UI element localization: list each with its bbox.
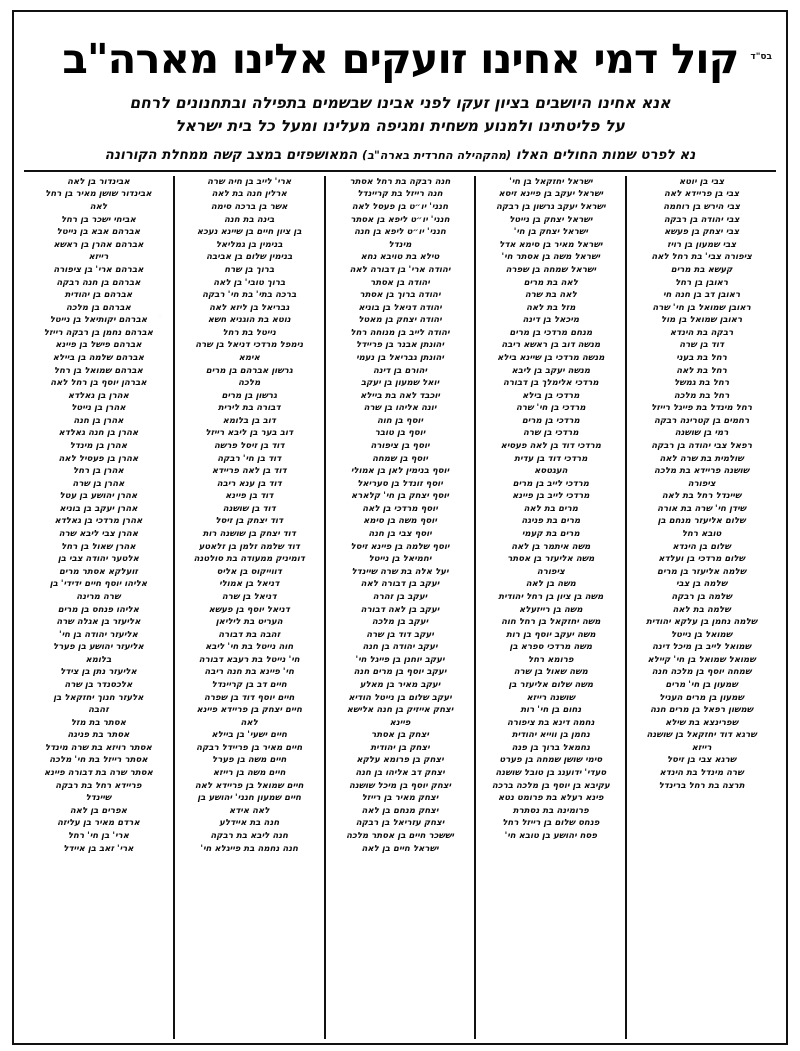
name-entry: בינה בת חנה bbox=[224, 214, 275, 225]
name-entry: ישראל יחזקאל בן חי' bbox=[509, 176, 593, 187]
poster-frame bbox=[12, 10, 788, 1045]
name-entry: העריט בת ליליאן bbox=[215, 617, 283, 628]
instruction-line bbox=[24, 147, 776, 163]
name-entry: אהרן שאול בן רחל bbox=[61, 541, 136, 552]
name-entry: ראובן בן רחל bbox=[675, 277, 729, 288]
name-entry: יוסף בן ציפורה bbox=[370, 441, 430, 452]
name-entry: יונה אליהו בן שרה bbox=[363, 403, 437, 414]
name-entry: יוסף זונדל בן סעריאל bbox=[357, 478, 443, 489]
subtitle-line-1: אנא אחינו היושבים בציון זעקו לפני אבינו שבשמים בתפילה ובתחנונים לרחם bbox=[129, 94, 671, 112]
name-entry: פינא רעלא בת פרומט נטא bbox=[498, 793, 604, 804]
name-entry: אימא bbox=[238, 352, 260, 363]
name-entry: רייזא bbox=[88, 252, 109, 263]
name-entry: אסתר שרה בת דבורה פיינא bbox=[43, 768, 153, 779]
name-entry: ישראל מאיר בן סימא אדל bbox=[499, 239, 603, 250]
name-entry: נחמה דינא בת ציפורה bbox=[507, 717, 595, 728]
name-entry: דוד בן זיסל פרשה bbox=[214, 441, 285, 452]
name-entry: אהרן בן גאלדא bbox=[67, 390, 129, 401]
name-entry: לאה אידא bbox=[228, 805, 270, 816]
name-entry: רבקה בת הינדא bbox=[669, 327, 734, 338]
name-entry: זהבה bbox=[88, 705, 109, 716]
names-column bbox=[175, 176, 326, 1039]
name-entry: אסתר בת מזל bbox=[70, 717, 126, 728]
name-entry: משה בן רייזעלא bbox=[519, 604, 583, 615]
name-entry: מלכה bbox=[238, 378, 261, 389]
name-entry: שפרינצא בת שילא bbox=[665, 717, 739, 728]
name-entry: ארדם מאיר בן עליזה bbox=[57, 818, 140, 829]
name-entry: יחמיאל בן נייטל bbox=[368, 554, 432, 565]
name-entry: דומיניק ממעודה בת סולטנה bbox=[193, 554, 305, 565]
name-entry: חנה רייזל בת קריינדל bbox=[357, 189, 443, 200]
name-entry: ישראל יעקב בן פיינא זיסא bbox=[498, 189, 604, 200]
name-entry: שידן חי' שרה בת אורה bbox=[657, 503, 747, 514]
name-entry: אהרן בן מינדל bbox=[69, 441, 128, 452]
name-entry: אביחי ישכר בן רחל bbox=[60, 214, 136, 225]
name-entry: יששכר חיים בן אסתר מלכה bbox=[346, 830, 454, 841]
name-entry: יוסף בן טובר bbox=[374, 428, 426, 439]
name-entry: חנה בת איידלע bbox=[219, 818, 280, 829]
name-entry: אסתר בת פניגה bbox=[67, 730, 130, 741]
name-entry: מרדכי דוד בן לאה פעסיא bbox=[500, 441, 602, 452]
name-entry: אליעזר יהושע בן פערל bbox=[53, 642, 144, 653]
name-entry: יוסף בנימין לאן בן אמולי bbox=[350, 466, 450, 477]
name-entry: אברהם נחמן בן רבקה רייזל bbox=[43, 327, 154, 338]
name-entry: בנימין בן גמליאל bbox=[215, 239, 283, 250]
name-entry: אהרן יהושע בן עטל bbox=[59, 491, 138, 502]
name-entry: משה אליעזר בן אסתר bbox=[507, 554, 595, 565]
name-entry: אברהן יוסף בן רחל לאה bbox=[50, 378, 147, 389]
name-entry: עקיבא בן יוסף בן מלכה ברכה bbox=[491, 780, 610, 791]
name-entry: יהודה לייב בן מנוחה רחל bbox=[350, 327, 450, 338]
name-entry: אברהם בן מלכה bbox=[65, 302, 131, 313]
name-entry: חיים דב בן קריינדל bbox=[211, 680, 287, 690]
name-entry: רחל בת לאה bbox=[676, 365, 727, 376]
name-entry: ארי' בן חי' רחל bbox=[67, 830, 129, 841]
name-entry: אליהו יוסף חיים ידידי' בן bbox=[49, 579, 148, 590]
name-entry: אהרן צבי ליבא שרה bbox=[58, 529, 139, 540]
name-entry: יוסף משה בן סימא bbox=[363, 516, 437, 527]
name-entry: יוסף יצחק בן חי' קלארא bbox=[351, 491, 449, 502]
name-entry: יעל אלה בת שרה שיינדל bbox=[351, 566, 449, 577]
name-entry: אשר בן ברכה סימה bbox=[210, 202, 288, 213]
name-entry: אסתר רייזל בת חי' מלכה bbox=[49, 755, 148, 766]
name-entry: יעקב בן לאה דבורה bbox=[360, 604, 440, 615]
name-entry: יוסף מרדכי בן לאה bbox=[362, 503, 438, 514]
name-entry: שושנה רייזא bbox=[526, 692, 576, 703]
name-entry: אהרן בן שרה bbox=[72, 478, 125, 489]
name-entry: שרה מרינה bbox=[76, 591, 121, 602]
name-entry: צבי שמעון בן רויז bbox=[667, 239, 737, 250]
name-entry: ישראל יעקב גרשון בן רבקה bbox=[496, 202, 606, 213]
name-entry: פרומא רחל bbox=[528, 654, 574, 665]
name-entry: רייזא bbox=[691, 742, 712, 753]
name-entry: יעקב שלום בן נייטל הודיא bbox=[348, 692, 452, 703]
name-entry: פסח יהושע בן טובא חי' bbox=[504, 830, 598, 841]
name-entry: דניאל בן אמולי bbox=[219, 579, 280, 590]
name-entry: יעקב יוסף בן מרים חנה bbox=[353, 667, 447, 678]
name-entry: ברוך טובי' בן לאה bbox=[213, 277, 286, 288]
name-entry: לאה בת שרה bbox=[524, 290, 577, 301]
name-entry: גבריאל בן ליזא לאה bbox=[209, 302, 290, 313]
name-entry: דוד בן שושנה bbox=[222, 503, 276, 514]
name-entry: קעשא בת מרים bbox=[670, 264, 733, 275]
name-entry: אהרן בן פעסיל לאה bbox=[58, 453, 139, 464]
name-entry: אברהם ארי' בן ציפורה bbox=[53, 264, 144, 275]
name-entry: מרדכי בן חי' שרה bbox=[516, 403, 586, 414]
name-entry: ציפורה bbox=[687, 478, 716, 489]
name-entry: מיכאל בן דינה bbox=[522, 315, 580, 326]
name-entry: נחמן בן ווייא יהודית bbox=[511, 730, 590, 741]
name-entry: יעקב יהודה בן חנה bbox=[362, 642, 438, 653]
name-entry: חיים מאיר בן פריידל רבקה bbox=[196, 742, 303, 753]
name-entry: מרדכי בן בילא bbox=[522, 390, 580, 401]
name-entry: אליעזר בן אגלה שרה bbox=[56, 617, 141, 628]
name-entry: אברהם שמואל בן רחל bbox=[53, 365, 143, 376]
name-entry: פיינא bbox=[389, 717, 411, 728]
names-columns bbox=[24, 176, 776, 1039]
name-entry: משה בן לאה bbox=[525, 579, 576, 590]
name-entry: מנשה מרדכי בן שיינא בילא bbox=[497, 352, 605, 363]
name-entry: שלום אליעזר מנחם בן bbox=[657, 516, 746, 527]
name-entry: דניאל יוסף בן פעשא bbox=[208, 604, 290, 615]
name-entry: דוד בן ענא ריבה bbox=[216, 478, 282, 489]
name-entry: בלומא bbox=[85, 654, 112, 665]
page-title: קול דמי אחינו זועקים אלינו מארה"ב bbox=[61, 35, 739, 83]
name-entry: שלמה נחמן בן עלקא יהודית bbox=[645, 617, 758, 628]
name-entry: חנה רבקה בת רחל אסתר bbox=[349, 176, 451, 187]
name-entry: ארי' זאב בן איידל bbox=[63, 843, 134, 854]
name-entry: מינדל bbox=[388, 239, 412, 250]
name-entry: משה שלום אליעזר בן bbox=[508, 680, 594, 690]
name-entry: שלום בן הינדא bbox=[672, 541, 731, 552]
name-entry: פנחס שלום בן רייזל רחל bbox=[502, 818, 600, 829]
name-entry: יהורם בן דינה bbox=[372, 365, 428, 376]
name-entry: שולמית בת שרה לאה bbox=[659, 453, 744, 464]
name-entry: דוד שלמה זלמן בן זלאטע bbox=[198, 541, 300, 552]
name-entry: משה בן ציון בן רחל יהודית bbox=[498, 591, 604, 602]
name-entry: בן ציון חיים בן שיינא נעכא bbox=[196, 227, 302, 238]
name-entry: בנימין שלום בן אביבה bbox=[206, 252, 293, 263]
name-entry: שמחה יוסף בן מלכה חנה bbox=[651, 667, 752, 678]
subtitle-line-2: על פליטתינו ולמנוע משחית ומגיפה מעלינו ומעל כל בית ישראל bbox=[175, 116, 625, 135]
name-entry: שרגא צבי בן זיסל bbox=[666, 755, 737, 766]
name-entry: יצחק עזריאל בן רבקה bbox=[355, 818, 445, 829]
header-row bbox=[24, 22, 776, 83]
name-entry: לאה בת מרים bbox=[523, 277, 578, 288]
name-entry: שמשון רפאל בן מרים חנה bbox=[650, 705, 754, 716]
name-entry: גרשון אברהם בן מרים bbox=[205, 365, 293, 376]
name-entry: חנה ליבא בת רבקה bbox=[210, 830, 289, 841]
name-entry: חנני' יו״ט בן פעסל לאה bbox=[351, 202, 449, 213]
name-entry: חנני' יו״ט ליפא בן חנה bbox=[354, 227, 446, 238]
name-entry: חיים יצחק בן פריידא פיינא bbox=[196, 705, 302, 716]
name-entry: ציפורה bbox=[536, 566, 565, 577]
name-entry: רפאל צבי יהודה בן רבקה bbox=[651, 441, 752, 452]
name-entry: רחמים בן קטרינה רבקה bbox=[653, 415, 750, 426]
name-entry: יצחק בן יהודית bbox=[370, 742, 430, 753]
name-entry: יהונתן גבריאל בן נעמי bbox=[356, 352, 444, 363]
name-entry: פרומינה בת נסתרת bbox=[512, 805, 589, 816]
name-entry: שלמה בן רבקה bbox=[671, 591, 732, 602]
name-entry: יהודה ברוך בן אסתר bbox=[359, 290, 441, 301]
name-entry: אלטער יהודה צבי בן bbox=[57, 554, 139, 565]
name-entry: צבי יצחק בן פעשא bbox=[664, 227, 740, 238]
name-entry: ראובן שמואל בן חי' שרה bbox=[652, 302, 751, 313]
name-entry: יוכבד לאה בת ביילא bbox=[360, 390, 440, 401]
name-entry: ישראל יצחק בן חי' bbox=[513, 227, 588, 238]
name-entry: אהרן בן חנה גאלדא bbox=[58, 428, 139, 439]
name-entry: אברהם יקותיאל בן נייטל bbox=[49, 315, 148, 326]
name-entry: שמעון בן מרים העניל bbox=[659, 692, 744, 703]
name-entry: אלכסנדר בן שרה bbox=[64, 680, 133, 690]
name-entry: חי' פיינא בת חנה ריבה bbox=[204, 667, 294, 678]
name-entry: אליעזר יהודה בן חי' bbox=[58, 629, 138, 640]
name-entry: חיים ישעי' בן ביילא bbox=[211, 730, 288, 741]
name-entry: שמעון בן חי' מרים bbox=[665, 680, 738, 690]
name-entry: משה איתמר בן לאה bbox=[511, 541, 591, 552]
name-entry: נוטא בת הוגניא חשא bbox=[207, 315, 291, 326]
name-entry: מרדכי אלימלך בן דבורה bbox=[502, 378, 599, 389]
name-entry: שלמה אליעזר בן מרים bbox=[657, 566, 747, 577]
name-entry: מזל בת לאה bbox=[526, 302, 576, 313]
name-entry: אברהם בן יהודית bbox=[64, 290, 133, 301]
name-entry: דוד בן חי' רבקה bbox=[217, 453, 282, 464]
name-entry: יוסף בן חוה bbox=[376, 415, 424, 426]
name-entry: מרים בת קעמי bbox=[521, 529, 580, 540]
name-entry: אפרים בן לאה bbox=[69, 805, 127, 816]
subtitle-block bbox=[24, 92, 776, 138]
name-entry: ארלין חנה בת לאה bbox=[211, 189, 287, 200]
name-entry: משה מרדכי ספרא בן bbox=[509, 642, 593, 653]
name-entry: יעקב בן מלכה bbox=[371, 617, 429, 628]
name-entry: נחמאל ברוך בן פנה bbox=[511, 742, 591, 753]
name-entry: יצחק אייזיק בן חנה אלישא bbox=[346, 705, 454, 716]
name-entry: אברהם פישל בן פיינא bbox=[55, 340, 142, 351]
names-column bbox=[24, 176, 175, 1039]
instruction-text-before: נא לפרט שמות החולים האלו bbox=[515, 146, 696, 163]
name-entry: יצחק בן אסתר bbox=[371, 730, 429, 741]
name-entry: ישראל משה בן אסתר חי' bbox=[501, 252, 601, 263]
name-entry: אליהו פנחס בן מרים bbox=[57, 604, 140, 615]
name-entry: שיינדל bbox=[85, 793, 112, 804]
name-entry: ברוך בן שרח bbox=[224, 264, 275, 275]
name-entry: ישראל חיים בן לאה bbox=[361, 843, 439, 854]
name-entry: חיים שמואל בן פריידא לאה bbox=[194, 780, 304, 791]
name-entry: דניאל בן שרה bbox=[221, 591, 277, 602]
name-entry: משה יעקב יוסף בן רות bbox=[505, 629, 596, 640]
name-entry: חיים משה בן פערל bbox=[212, 755, 287, 766]
name-entry: יהונתן אבנר בן פריידל bbox=[356, 340, 444, 351]
names-column bbox=[476, 176, 627, 1039]
name-entry: רחל בת מלכה bbox=[673, 390, 730, 401]
name-entry: שלמה בן צבי bbox=[675, 579, 728, 590]
name-entry: ציפורה צבי' בת רחל לאה bbox=[651, 252, 752, 263]
name-entry: רמי בן שושנה bbox=[674, 428, 729, 439]
name-entry: אהרן יעקב בן בוניא bbox=[59, 503, 138, 514]
name-entry: שמואל לייב בן מיכל דינה bbox=[652, 642, 752, 653]
name-entry: משה יחזקאל בן רחל חוה bbox=[501, 617, 601, 628]
name-entry: ארי' לייב בן חיה שרה bbox=[207, 176, 292, 187]
name-entry: יצחק יוסף בן מיכל שושנה bbox=[348, 780, 452, 791]
name-entry: אהרן מרדכי בן גאלדא bbox=[54, 516, 143, 527]
names-column bbox=[627, 176, 776, 1039]
header-divider bbox=[24, 170, 776, 172]
name-entry: אבינדור שושן מאיר בן רחל bbox=[45, 189, 152, 200]
name-entry: העגטסא bbox=[534, 466, 568, 477]
name-entry: יעקב בן דבורה לאה bbox=[360, 579, 440, 590]
name-entry: לאה bbox=[240, 717, 258, 728]
name-entry: שרגא דוד יחזקאל בן שושנה bbox=[646, 730, 757, 741]
name-entry: צבי בן פריידא לאה bbox=[664, 189, 740, 200]
name-entry: סימי שושן שמחה בן פערט bbox=[499, 755, 603, 766]
name-entry: יצחק בן פרומא עלקא bbox=[356, 755, 444, 766]
name-entry: יהודה ארי' בן דבורה לאה bbox=[349, 264, 451, 275]
name-entry: דווייקוס בן אליס bbox=[216, 566, 282, 577]
name-entry: אבינדור בן לאה bbox=[67, 176, 130, 187]
name-entry: יהודה בן אסתר bbox=[370, 277, 430, 288]
name-entry: רחל בת גמשל bbox=[674, 378, 730, 389]
name-entry: יוסף שלמה בן פיינא זיסל bbox=[350, 541, 450, 552]
name-entry: ראובן שמואל בן מול bbox=[661, 315, 743, 326]
name-entry: מרדכי לייב בן פיינא bbox=[512, 491, 590, 502]
name-entry: חנני' יו״ט ליפא בן אסתר bbox=[350, 214, 450, 225]
name-entry: שמואל בן נייטל bbox=[670, 629, 733, 640]
name-entry: ראובן דב בן חנה חי bbox=[663, 290, 741, 301]
name-entry: תרצה בת רחל ברינדל bbox=[658, 780, 745, 791]
name-entry: אברהם בן חנה רבקה bbox=[56, 277, 141, 288]
name-entry: מרים בת פניגה bbox=[521, 516, 581, 527]
name-entry: אהרן בן נייטל bbox=[71, 403, 126, 414]
name-entry: מנשה יעקב בן ליבא bbox=[511, 365, 591, 376]
name-entry: ברכה בתי' בת חי' רבקה bbox=[202, 290, 297, 301]
name-entry: זהבה בת דבורה bbox=[218, 629, 281, 640]
name-entry: שיינדל רחל בת לאה bbox=[661, 491, 742, 502]
name-entry: ישראל שמחה בן שפרה bbox=[505, 264, 596, 275]
name-entry: שמואל שמואל בן חי' קיילא bbox=[647, 654, 756, 665]
name-entry: מרים בת לאה bbox=[523, 503, 578, 514]
name-entry: יעקב יוחנן בן פייגל חי' bbox=[355, 654, 445, 665]
name-entry: נחום בן חי' רות bbox=[520, 705, 582, 716]
name-entry: אברהם אבא בן נייטל bbox=[56, 227, 141, 238]
name-entry: יהודה דניאל בן בוניא bbox=[358, 302, 442, 313]
name-entry: שושנה פריידא בת מלכה bbox=[654, 466, 750, 477]
name-entry: מנשה דוב בן ראשא ריבה bbox=[501, 340, 601, 351]
name-entry: חיים יוסף דוד בן שפרה bbox=[203, 692, 295, 703]
name-entry: יצחק מנחם בן לאה bbox=[361, 805, 439, 816]
name-entry: גרשון בן מרים bbox=[221, 390, 277, 401]
name-entry: חנה נחמה בת פייגלא חי' bbox=[200, 843, 299, 854]
name-entry: חיים משה בן רייזא bbox=[212, 768, 286, 779]
names-column bbox=[326, 176, 477, 1039]
name-entry: לאה bbox=[89, 202, 108, 213]
name-entry: חוה נייטל בת חי' ליבא bbox=[205, 642, 294, 653]
name-entry: מרדכי בן מרים bbox=[521, 415, 580, 426]
name-entry: יוסף בן שמחה bbox=[372, 453, 428, 464]
name-entry: מנחם מרדכי בן מרים bbox=[509, 327, 593, 338]
name-entry: נייטל בת רחל bbox=[222, 327, 276, 338]
name-entry: דוד בן שרה bbox=[679, 340, 724, 351]
name-entry: יהודה יצחק בן מאטל bbox=[358, 315, 442, 326]
name-entry: מרדכי לייב בן מרים bbox=[512, 478, 590, 489]
name-entry: שלמה בת לאה bbox=[672, 604, 731, 615]
name-entry: יעקב מאיר בן מאלע bbox=[359, 680, 441, 690]
name-entry: חיים שמעון חנני' יהושע בן bbox=[197, 793, 302, 804]
name-entry: נימפל מרדכי דניאל בן שרה bbox=[195, 340, 304, 351]
name-entry: יצחק דב אליהו בן חנה bbox=[355, 768, 445, 779]
name-entry: דוד יצחק בן זיסל bbox=[215, 516, 284, 527]
name-entry: מרדכי בן שרה bbox=[523, 428, 579, 439]
name-entry: משה שאול בן שרה bbox=[513, 667, 588, 678]
name-entry: יוסף צבי בן חנה bbox=[368, 529, 432, 540]
instruction-parenthetical: (מהקהילה החרדית בארה"ב) bbox=[362, 148, 512, 162]
name-entry: יואל שמעון בן יעקב bbox=[360, 378, 440, 389]
name-entry: זועלקא אסתר מרים bbox=[58, 566, 138, 577]
name-entry: אברהם אהרן בן ראשא bbox=[53, 239, 144, 250]
name-entry: יעקב בן זהרה bbox=[372, 591, 428, 602]
name-entry: רחל בת בעני bbox=[676, 352, 727, 363]
name-entry: פריידא רחל בת רבקה bbox=[55, 780, 142, 791]
instruction-text-after: המאושפזים במצב קשה ממחלת הקורונה bbox=[104, 146, 358, 163]
name-entry: צבי הירש בן רוחמה bbox=[663, 202, 740, 213]
bsd-marker: בס"ד bbox=[750, 52, 772, 62]
name-entry: אלעזר חנוך יחזקאל בן bbox=[53, 692, 144, 703]
name-entry: צבי בן יוטא bbox=[679, 176, 725, 187]
name-entry: אהרן בן חנה bbox=[73, 415, 124, 426]
name-entry: יעקב דוד בן שרה bbox=[366, 629, 434, 640]
name-entry: רחל מינדל בת פייגל רייזל bbox=[651, 403, 753, 414]
name-entry: צבי יהודה בן רבקה bbox=[663, 214, 740, 225]
name-entry: דוב בער בן ליבא רייזל bbox=[205, 428, 294, 439]
name-entry: דוב בן בלומא bbox=[222, 415, 276, 426]
name-entry: חי' נייטל בת רעבא דבורה bbox=[198, 654, 300, 665]
name-entry: דוד בן לאה פריידא bbox=[211, 466, 287, 477]
name-entry: שלום מרדכי בן ועלדא bbox=[658, 554, 745, 565]
name-entry: אברהם שלמה בן ביילא bbox=[52, 352, 145, 363]
name-entry: טילא בת טויבא נחא bbox=[360, 252, 440, 263]
name-entry: סעדי' ידוענג בן טובל שושנה bbox=[495, 768, 607, 779]
name-entry: אליעזר נתן בן צידל bbox=[60, 667, 137, 678]
name-entry: דוד בן פיינא bbox=[225, 491, 274, 502]
name-entry: יצחק מאיר בן רייזל bbox=[361, 793, 439, 804]
name-entry: שרה מינדל בת הינדא bbox=[659, 768, 744, 779]
name-entry: מרדכי דוד בן עדית bbox=[514, 453, 588, 464]
name-entry: דוד יצחק בן שושנה רות bbox=[202, 529, 296, 540]
name-entry: אסתר רויזא בת שרה מינדל bbox=[44, 742, 152, 753]
name-entry: אהרן בן רחל bbox=[73, 466, 124, 477]
name-entry: דבורה בת לירית bbox=[217, 403, 281, 414]
name-entry: טובא רחל bbox=[681, 529, 722, 540]
name-entry: ישראל יצחק בן נייטל bbox=[509, 214, 593, 225]
